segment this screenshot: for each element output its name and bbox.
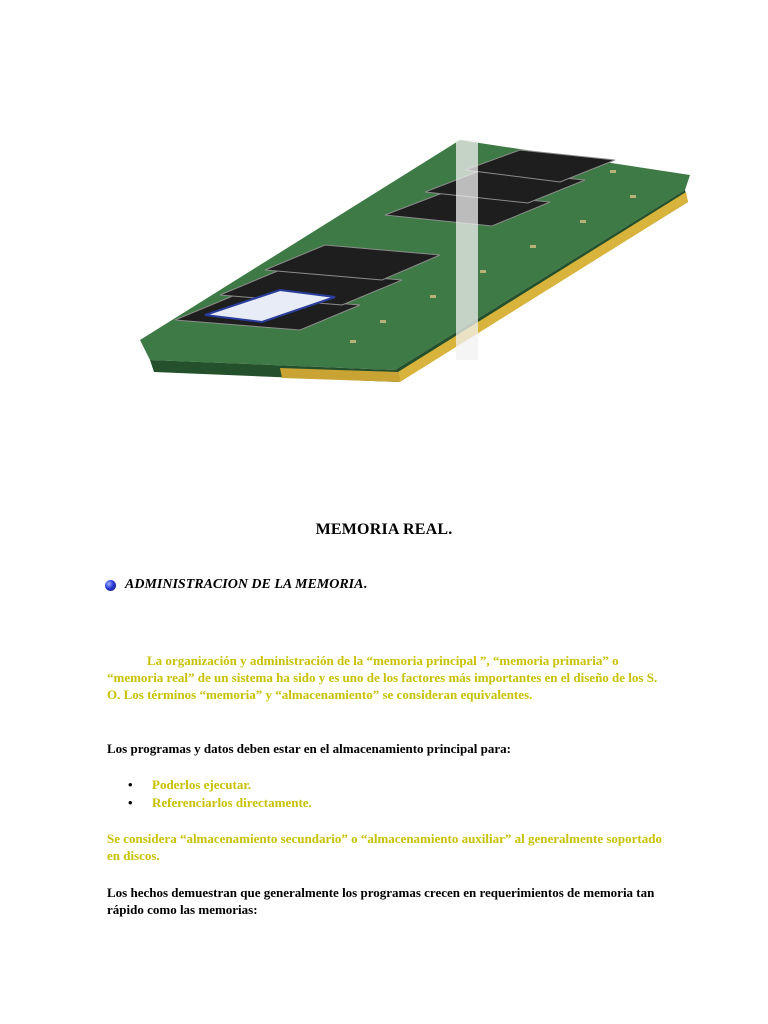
ram-module-image: [130, 130, 700, 390]
requirements-list: [128, 776, 312, 812]
section-heading-suffix: .: [363, 577, 367, 592]
section-heading: [105, 577, 367, 593]
bullet-ball-icon: [105, 580, 116, 591]
page-title: MEMORIA REAL.: [315, 521, 453, 538]
paragraph-programs: Los programas y datos deben estar en el almacenamiento principal para:: [107, 741, 511, 756]
list-item: • Poderlos ejecutar.: [128, 776, 312, 794]
section-heading-text: ADMINISTRACION DE LA MEMORIA: [125, 577, 364, 592]
paragraph-facts: Los hechos demuestran que generalmente los programas crecen en requerimientos de memoria tan rápido como las memorias:: [107, 885, 655, 917]
paragraph-secondary-storage: Se considera “almacenamiento secundario” o “almacenamiento auxiliar” al generalmente soportado en discos.: [107, 831, 662, 863]
paragraph-intro: La organización y administración de la “memoria principal ”, “memoria primaria” o “memoria real” de un sistema ha sido y es uno de los factores más importantes en el diseño de los S. O. Los términos “memoria” y “almacenamiento” se consideran equivalentes.: [107, 653, 658, 702]
list-item: • Referenciarlos directamente.: [128, 794, 312, 812]
glare-strip: [456, 140, 478, 360]
